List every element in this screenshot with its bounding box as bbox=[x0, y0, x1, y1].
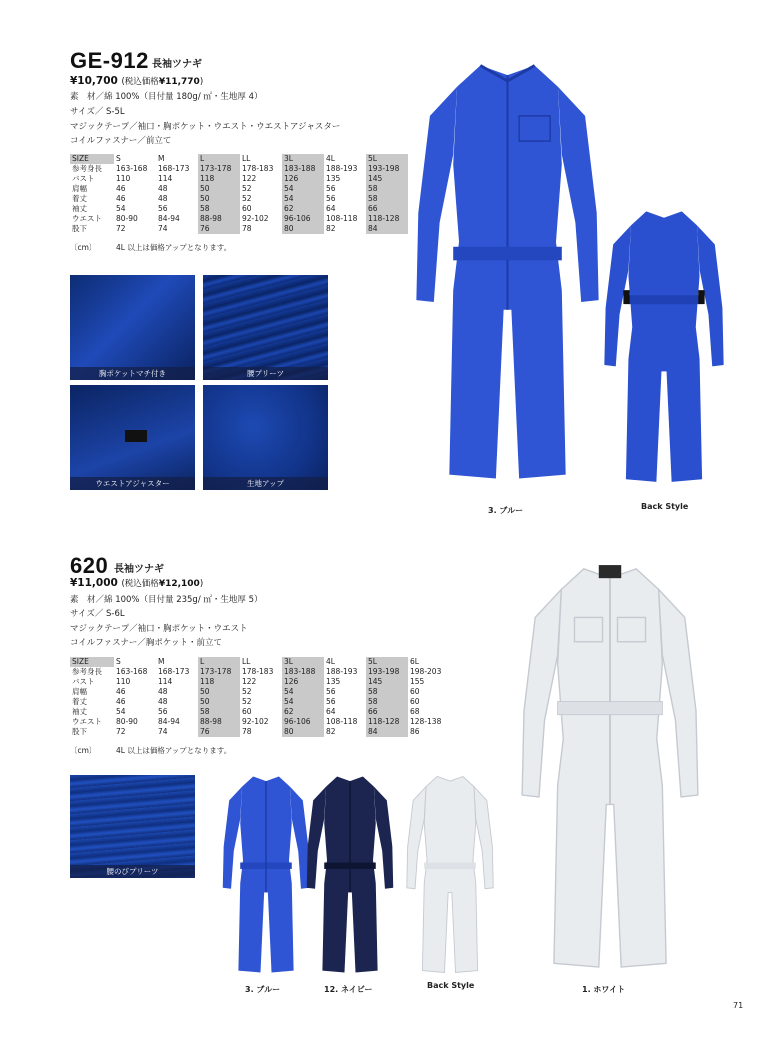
coverall-front-blue-image bbox=[220, 768, 312, 980]
cell: 86 bbox=[410, 727, 420, 736]
features-velcro: マジックテープ／袖口・胸ポケット・ウエスト・ウエストアジャスター bbox=[70, 122, 341, 132]
cell: 76 bbox=[198, 727, 240, 737]
unit-label: 〔cm〕 bbox=[70, 243, 97, 252]
cell: 54 bbox=[116, 204, 126, 213]
cell: 50 bbox=[198, 687, 240, 697]
photo-caption: 生地アップ bbox=[203, 477, 328, 490]
cell: 52 bbox=[242, 697, 252, 706]
size-col: M bbox=[158, 154, 165, 163]
cell: 74 bbox=[158, 224, 168, 233]
tax-label: (税込価格 bbox=[121, 579, 159, 589]
color-name: Back Style bbox=[641, 502, 689, 511]
cell: 46 bbox=[116, 687, 126, 696]
row-label: バスト bbox=[72, 174, 95, 183]
cell: 60 bbox=[242, 204, 252, 213]
cell: 173-178 bbox=[198, 667, 240, 677]
tax-price: ¥12,100 bbox=[158, 579, 200, 589]
cell: 168-173 bbox=[158, 667, 190, 676]
product-type: 長袖ツナギ bbox=[152, 59, 202, 70]
size-col: 5L bbox=[366, 657, 408, 667]
size-col: LL bbox=[242, 154, 251, 163]
price-note: 4L 以上は価格アップとなります。 bbox=[116, 243, 232, 252]
cell: 72 bbox=[116, 727, 126, 736]
row-label: ウエスト bbox=[72, 717, 102, 726]
tax-label: (税込価格 bbox=[121, 77, 159, 87]
cell: 126 bbox=[282, 677, 324, 687]
cell: 155 bbox=[410, 677, 425, 686]
color-caption-back-style bbox=[427, 981, 474, 990]
cell: 58 bbox=[366, 194, 408, 204]
price bbox=[70, 75, 203, 87]
photo-caption: ウエストアジャスター bbox=[70, 477, 195, 490]
cell: 84-94 bbox=[158, 214, 180, 223]
color-number: 3. bbox=[245, 985, 254, 994]
size-col: L bbox=[198, 154, 240, 164]
size-col: 5L bbox=[366, 154, 408, 164]
material: 素 材／綿 100%（目付量 180g/ ㎡・生地厚 4） bbox=[70, 92, 263, 102]
size-range: サイズ／ S-6L bbox=[70, 609, 125, 619]
color-number: 3. bbox=[488, 506, 497, 515]
material: 素 材／綿 100%（目付量 235g/ ㎡・生地厚 5） bbox=[70, 595, 263, 605]
cell: 122 bbox=[242, 174, 257, 183]
page-number: 71 bbox=[733, 1001, 744, 1010]
cell: 193-198 bbox=[366, 667, 408, 677]
photo-caption: 腰プリーツ bbox=[203, 367, 328, 380]
cell: 88-98 bbox=[198, 214, 240, 224]
color-caption-blue bbox=[488, 505, 523, 516]
table-row bbox=[70, 707, 450, 717]
table-row bbox=[70, 717, 450, 727]
size-header-label: SIZE bbox=[70, 657, 114, 667]
cell: 114 bbox=[158, 174, 173, 183]
tax-close: ) bbox=[199, 77, 204, 87]
color-number: 1. bbox=[582, 985, 591, 994]
cell: 56 bbox=[326, 194, 336, 203]
features-zipper: コイルファスナー／前立て bbox=[70, 136, 172, 146]
cell: 64 bbox=[326, 204, 336, 213]
cell: 56 bbox=[326, 184, 336, 193]
table-row bbox=[70, 687, 450, 697]
cell: 183-188 bbox=[282, 164, 324, 174]
size-col: 6L bbox=[410, 657, 419, 666]
cell: 58 bbox=[198, 204, 240, 214]
table-row bbox=[70, 727, 450, 737]
cell: 188-193 bbox=[326, 164, 358, 173]
detail-photo-waist-adjuster bbox=[70, 385, 195, 490]
color-number: 12. bbox=[324, 985, 339, 994]
unit-label: 〔cm〕 bbox=[70, 746, 97, 755]
cell: 80-90 bbox=[116, 214, 138, 223]
photo-caption: 腰のびプリーツ bbox=[70, 865, 195, 878]
table-row bbox=[70, 697, 450, 707]
cell: 122 bbox=[242, 677, 257, 686]
price-value: ¥10,700 bbox=[70, 75, 118, 87]
size-col: S bbox=[116, 154, 121, 163]
cell: 110 bbox=[116, 174, 131, 183]
cell: 128-138 bbox=[410, 717, 442, 726]
cell: 58 bbox=[366, 697, 408, 707]
row-label: 着丈 bbox=[72, 697, 87, 706]
cell: 66 bbox=[366, 204, 408, 214]
size-table bbox=[70, 657, 450, 737]
cell: 54 bbox=[282, 184, 324, 194]
velcro-tab bbox=[125, 430, 147, 442]
cell: 114 bbox=[158, 677, 173, 686]
cell: 50 bbox=[198, 194, 240, 204]
tax-close: ) bbox=[199, 579, 204, 589]
table-row bbox=[70, 224, 408, 234]
size-col: M bbox=[158, 657, 165, 666]
cell: 118-128 bbox=[366, 214, 408, 224]
row-label: 着丈 bbox=[72, 194, 87, 203]
row-label: 股下 bbox=[72, 727, 87, 736]
coverall-front-white-image bbox=[510, 552, 710, 982]
cell: 54 bbox=[116, 707, 126, 716]
cell: 66 bbox=[366, 707, 408, 717]
color-caption-back-style bbox=[641, 502, 688, 511]
cell: 178-183 bbox=[242, 667, 274, 676]
cell: 96-106 bbox=[282, 717, 324, 727]
size-header-label: SIZE bbox=[70, 154, 114, 164]
cell: 135 bbox=[326, 174, 341, 183]
color-name: ホワイト bbox=[593, 985, 626, 994]
cell: 46 bbox=[116, 194, 126, 203]
cell: 78 bbox=[242, 727, 252, 736]
cell: 60 bbox=[410, 697, 420, 706]
tax-price: ¥11,770 bbox=[158, 77, 200, 87]
cell: 76 bbox=[198, 224, 240, 234]
cell: 52 bbox=[242, 687, 252, 696]
cell: 68 bbox=[410, 707, 420, 716]
cell: 62 bbox=[282, 204, 324, 214]
detail-photo-fabric bbox=[203, 385, 328, 490]
cell: 82 bbox=[326, 224, 336, 233]
cell: 78 bbox=[242, 224, 252, 233]
photo-caption: 胸ポケットマチ付き bbox=[70, 367, 195, 380]
cell: 74 bbox=[158, 727, 168, 736]
cell: 52 bbox=[242, 184, 252, 193]
row-label: 肩幅 bbox=[72, 687, 87, 696]
table-row bbox=[70, 174, 408, 184]
cell: 96-106 bbox=[282, 214, 324, 224]
table-row bbox=[70, 214, 408, 224]
cell: 46 bbox=[116, 697, 126, 706]
cell: 62 bbox=[282, 707, 324, 717]
color-name: ブルー bbox=[499, 506, 524, 515]
table-row bbox=[70, 667, 450, 677]
cell: 145 bbox=[366, 677, 408, 687]
cell: 118 bbox=[198, 677, 240, 687]
color-caption-navy bbox=[324, 984, 373, 995]
size-col: LL bbox=[242, 657, 251, 666]
cell: 52 bbox=[242, 194, 252, 203]
cell: 84 bbox=[366, 727, 408, 737]
size-range: サイズ／ S-5L bbox=[70, 107, 125, 117]
coverall-back-blue-image bbox=[598, 200, 730, 492]
model-number: GE-912 bbox=[70, 48, 149, 73]
cell: 56 bbox=[326, 697, 336, 706]
size-col: L bbox=[198, 657, 240, 667]
color-name: ブルー bbox=[256, 985, 281, 994]
cell: 135 bbox=[326, 677, 341, 686]
cell: 82 bbox=[326, 727, 336, 736]
row-label: 参考身長 bbox=[72, 164, 102, 173]
cell: 108-118 bbox=[326, 717, 358, 726]
cell: 58 bbox=[366, 687, 408, 697]
cell: 163-168 bbox=[116, 164, 148, 173]
features-velcro: マジックテープ／袖口・胸ポケット・ウエスト bbox=[70, 624, 248, 634]
cell: 56 bbox=[158, 707, 168, 716]
table-row bbox=[70, 164, 408, 174]
size-col: 4L bbox=[326, 657, 335, 666]
cell: 80 bbox=[282, 224, 324, 234]
cell: 145 bbox=[366, 174, 408, 184]
size-col: 3L bbox=[282, 657, 324, 667]
row-label: ウエスト bbox=[72, 214, 102, 223]
coverall-front-blue-image bbox=[405, 48, 610, 494]
cell: 50 bbox=[198, 184, 240, 194]
cell: 193-198 bbox=[366, 164, 408, 174]
cell: 84-94 bbox=[158, 717, 180, 726]
cell: 84 bbox=[366, 224, 408, 234]
detail-photo-chest-pocket bbox=[70, 275, 195, 380]
cell: 60 bbox=[410, 687, 420, 696]
size-col: S bbox=[116, 657, 121, 666]
cell: 92-102 bbox=[242, 214, 269, 223]
cell: 60 bbox=[242, 707, 252, 716]
cell: 173-178 bbox=[198, 164, 240, 174]
cell: 88-98 bbox=[198, 717, 240, 727]
cell: 118 bbox=[198, 174, 240, 184]
cell: 92-102 bbox=[242, 717, 269, 726]
table-row bbox=[70, 194, 408, 204]
features-zipper: コイルファスナー／胸ポケット・前立て bbox=[70, 638, 222, 648]
cell: 48 bbox=[158, 194, 168, 203]
size-col: 3L bbox=[282, 154, 324, 164]
coverall-back-white-image bbox=[404, 768, 496, 980]
cell: 178-183 bbox=[242, 164, 274, 173]
color-name: Back Style bbox=[427, 981, 475, 990]
row-label: 袖丈 bbox=[72, 204, 87, 213]
cell: 183-188 bbox=[282, 667, 324, 677]
price bbox=[70, 577, 203, 589]
cell: 48 bbox=[158, 697, 168, 706]
cell: 188-193 bbox=[326, 667, 358, 676]
table-row bbox=[70, 204, 408, 214]
cell: 50 bbox=[198, 697, 240, 707]
product-type: 長袖ツナギ bbox=[114, 564, 164, 575]
size-table bbox=[70, 154, 408, 234]
table-row bbox=[70, 184, 408, 194]
row-label: 参考身長 bbox=[72, 667, 102, 676]
model-number: 620 bbox=[70, 553, 109, 578]
color-name: ネイビー bbox=[340, 985, 373, 994]
cell: 80 bbox=[282, 727, 324, 737]
cell: 118-128 bbox=[366, 717, 408, 727]
detail-photo-waist-pleats bbox=[203, 275, 328, 380]
cell: 54 bbox=[282, 194, 324, 204]
coverall-front-navy-image bbox=[304, 768, 396, 980]
cell: 54 bbox=[282, 697, 324, 707]
cell: 56 bbox=[158, 204, 168, 213]
row-label: バスト bbox=[72, 677, 95, 686]
size-col: 4L bbox=[326, 154, 335, 163]
cell: 46 bbox=[116, 184, 126, 193]
color-caption-white bbox=[582, 984, 625, 995]
cell: 56 bbox=[326, 687, 336, 696]
cell: 110 bbox=[116, 677, 131, 686]
cell: 72 bbox=[116, 224, 126, 233]
color-caption-blue bbox=[245, 984, 280, 995]
row-label: 袖丈 bbox=[72, 707, 87, 716]
cell: 168-173 bbox=[158, 164, 190, 173]
table-row bbox=[70, 677, 450, 687]
cell: 80-90 bbox=[116, 717, 138, 726]
cell: 54 bbox=[282, 687, 324, 697]
cell: 58 bbox=[366, 184, 408, 194]
cell: 126 bbox=[282, 174, 324, 184]
cell: 48 bbox=[158, 687, 168, 696]
cell: 198-203 bbox=[410, 667, 442, 676]
price-value: ¥11,000 bbox=[70, 577, 118, 589]
price-note: 4L 以上は価格アップとなります。 bbox=[116, 746, 232, 755]
row-label: 肩幅 bbox=[72, 184, 87, 193]
cell: 58 bbox=[198, 707, 240, 717]
cell: 48 bbox=[158, 184, 168, 193]
cell: 108-118 bbox=[326, 214, 358, 223]
row-label: 股下 bbox=[72, 224, 87, 233]
cell: 64 bbox=[326, 707, 336, 716]
cell: 163-168 bbox=[116, 667, 148, 676]
detail-photo-stretch-pleats bbox=[70, 775, 195, 878]
